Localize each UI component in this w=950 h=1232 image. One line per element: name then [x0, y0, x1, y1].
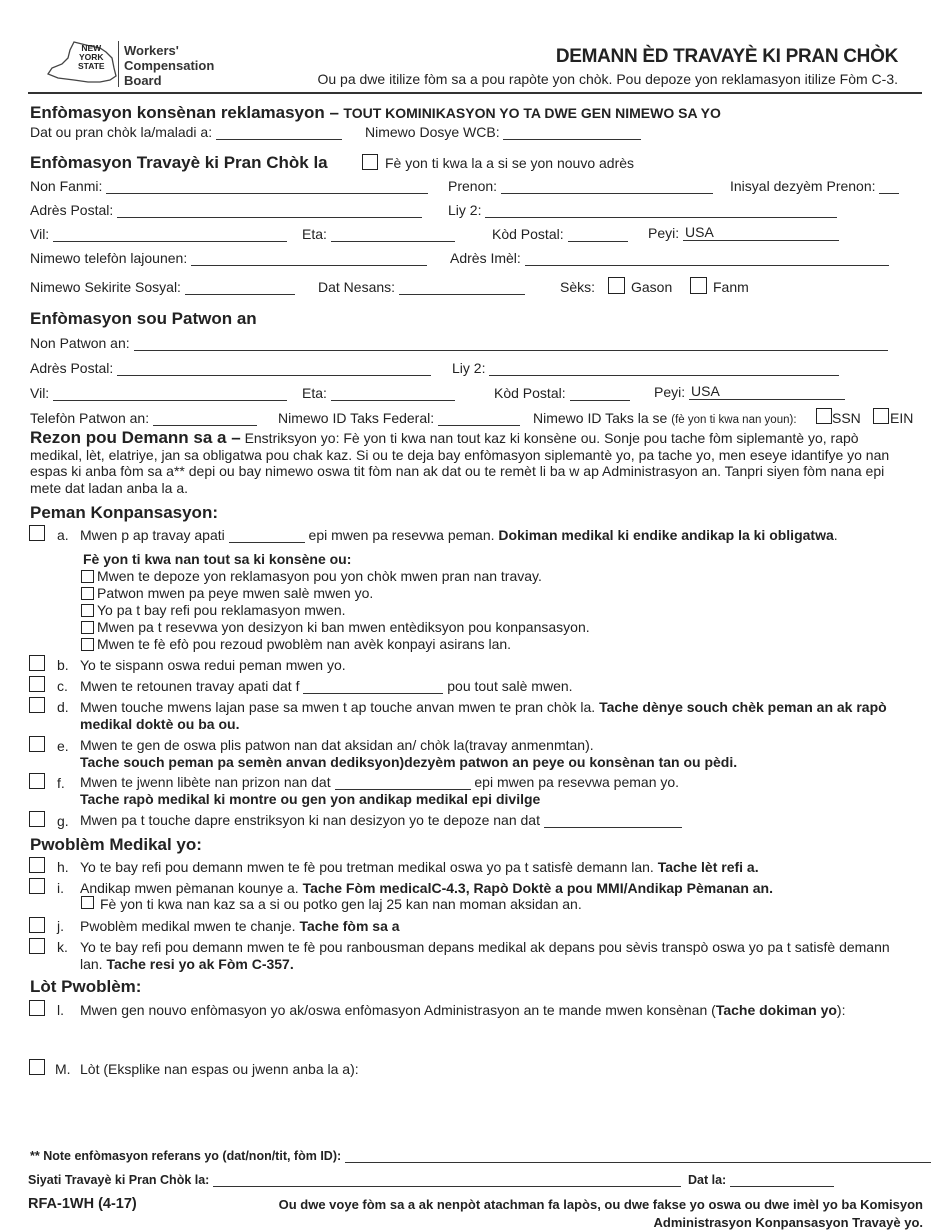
employer-tax-type-row: [533, 410, 797, 426]
sub-item-5: Mwen te fè efò pou rezoud pwoblèm nan avèk konpayi asirans lan.: [97, 636, 512, 652]
agency-line-3: Board: [124, 73, 162, 88]
worker-country-row: [648, 224, 839, 241]
state-word-1: NEW: [81, 43, 102, 53]
worker-dob-field[interactable]: [399, 279, 525, 295]
middle-initial-label: Inisyal dezyèm Prenon:: [730, 178, 876, 194]
item-e-bold: Tache souch peman pa semèn anvan dediksyon)dezyèm patwon an peye ou konsènan tan ou pèdi.: [80, 754, 738, 770]
employer-country-field[interactable]: [689, 383, 845, 400]
sex-male-label: Gason: [631, 279, 673, 295]
employer-phone-label: Telefòn Patwon an:: [30, 410, 150, 426]
payment-heading: Peman Konpansasyon:: [30, 503, 218, 522]
item-e-letter: e.: [57, 738, 69, 754]
employer-name-label: Non Patwon an:: [30, 335, 130, 351]
sign-date-field[interactable]: [730, 1171, 834, 1187]
tax-type-note: (fè yon ti kwa nan youn):: [671, 414, 797, 426]
worker-address-row: [30, 202, 422, 218]
item-h-text1: Yo te bay refi pou demann mwen te fè pou tretman medikal oswa yo pa t satisfè demann lan.: [80, 859, 654, 875]
worker-email-field[interactable]: [525, 250, 889, 266]
item-d-bold1: Tache dènye souch chèk peman an ak rapò: [599, 699, 887, 715]
employer-fein-row: [278, 410, 520, 426]
item-f-text: [80, 774, 679, 790]
reason-block: [30, 430, 914, 496]
agency-line-1: Workers': [124, 43, 179, 58]
employer-city-label: Vil:: [30, 385, 50, 401]
worker-zip-label: Kòd Postal:: [492, 226, 564, 242]
employer-zip-label: Kòd Postal:: [494, 385, 566, 401]
worker-country-field[interactable]: [683, 224, 839, 241]
item-i-age-checkbox[interactable]: [81, 896, 94, 909]
item-g-letter: g.: [57, 813, 69, 829]
sub-item-1-checkbox[interactable]: [81, 570, 94, 583]
item-c-letter: c.: [57, 678, 68, 694]
item-k-checkbox[interactable]: [29, 938, 45, 954]
tax-ssn-checkbox[interactable]: [816, 408, 832, 424]
item-c-checkbox[interactable]: [29, 676, 45, 692]
reason-instructions: Enstriksyon yo: Fè yon ti kwa nan tout kaz ki konsène ou. Sonje pou tache fòm siplemantè yo, rapò medikal, lèt, elatriye, jan sa obligatwa pou chak kaz. Si ou te deja bay enfòmasyon siplemantè yo, pa tache yo, men eseye idantifye yo nan espas ki anba fòm sa a** depi ou bay nimewo oswa tit fòm nan ak dat ou te remèt li ba w ap Administrasyon an. Tanpri siyen fòm nana epi mete dat ladan anba la a.: [30, 430, 890, 496]
sub-item-2: Patwon mwen pa peye mwen salè mwen yo.: [97, 585, 374, 601]
worker-first-name-row: [448, 178, 713, 194]
item-a-end: .: [833, 527, 838, 543]
item-i-bold: Tache Fòm medicalC-4.3, Rapò Doktè a pou MMI/Andikap Pèmanan an.: [302, 880, 773, 896]
sub-item-4-checkbox[interactable]: [81, 621, 94, 634]
item-a-bold: Dokiman medikal ki endike andikap la ki obligatwa: [498, 527, 834, 543]
item-j-text: [80, 918, 400, 934]
item-e-text: Mwen te gen de oswa plis patwon nan dat aksidan an/ chòk la(travay anmenmtan).: [80, 737, 594, 753]
sex-female-checkbox[interactable]: [690, 277, 707, 294]
employer-fein-label: Nimewo ID Taks Federal:: [278, 410, 435, 426]
item-f-checkbox[interactable]: [29, 773, 45, 789]
reference-note-label: ** Note enfòmasyon referans yo (dat/non/tit, fòm ID):: [30, 1149, 342, 1163]
worker-city-row: [30, 226, 287, 242]
employer-state-row: [302, 385, 455, 401]
item-k-letter: k.: [57, 939, 68, 955]
send-line-2: Administrasyon Konpansasyon Travayè yo.: [653, 1215, 923, 1230]
state-word-2: YORK: [79, 52, 104, 62]
sub-item-5-checkbox[interactable]: [81, 638, 94, 651]
worker-ssn-label: Nimewo Sekirite Sosyal:: [30, 279, 181, 295]
worker-sex-label: Sèks:: [560, 279, 596, 295]
item-c-text1: Mwen te retounen travay apati dat f: [80, 678, 300, 694]
item-g-text1: Mwen pa t touche dapre enstriksyon ki nan desizyon yo te depoze nan dat: [80, 812, 540, 828]
worker-email-label: Adrès Imèl:: [450, 250, 521, 266]
item-f-letter: f.: [57, 775, 65, 791]
item-b-text: Yo te sispann oswa redui peman mwen yo.: [80, 657, 346, 673]
worker-line2-label: Liy 2:: [448, 202, 482, 218]
employer-line2-label: Liy 2:: [452, 360, 486, 376]
item-a-text1: Mwen p ap travay apati: [80, 527, 225, 543]
tax-ein-checkbox[interactable]: [873, 408, 889, 424]
logo-divider: [118, 41, 119, 87]
sub-item-2-checkbox[interactable]: [81, 587, 94, 600]
employer-address-row: [30, 360, 431, 376]
item-c-text2: pou tout salè mwen.: [447, 678, 573, 694]
item-d-text1: Mwen touche mwens lajan pase sa mwen t ap touche anvan mwen te pran chòk la.: [80, 699, 596, 715]
item-l-text: [80, 1002, 845, 1018]
worker-ssn-field[interactable]: [185, 279, 295, 295]
new-address-label: Fè yon ti kwa la a si se yon nouvo adrès: [385, 155, 635, 171]
claim-heading-text: Enfòmasyon konsènan reklamasyon –: [30, 103, 339, 122]
item-l-checkbox[interactable]: [29, 1000, 45, 1016]
item-i-checkbox[interactable]: [29, 878, 45, 894]
item-k-text1: Yo te bay refi pou demann mwen te fè pou ranbousman depans medikal ak depans pou sèvis transpò oswa yo pa t satisfè demann: [80, 939, 890, 955]
worker-phone-row: [30, 250, 427, 266]
item-c-text: [80, 678, 573, 694]
medical-heading: Pwoblèm Medikal yo:: [30, 835, 202, 854]
signature-label: Siyati Travayè ki Pran Chòk la:: [28, 1173, 210, 1187]
item-j-text1: Pwoblèm medikal mwen te chanje.: [80, 918, 296, 934]
worker-dob-row: [318, 279, 525, 295]
employer-address-label: Adrès Postal:: [30, 360, 114, 376]
employer-name-row: [30, 335, 888, 351]
item-d-bold2: medikal doktè ou ba ou.: [80, 716, 240, 732]
worker-email-row: [450, 250, 889, 266]
worker-phone-field[interactable]: [191, 250, 427, 266]
employer-line2-field[interactable]: [489, 360, 839, 376]
state-word-3: STATE: [78, 61, 105, 71]
employer-line2-row: [452, 360, 839, 376]
item-f-date-field[interactable]: [335, 774, 471, 790]
employer-city-row: [30, 385, 287, 401]
item-g-text: [80, 812, 682, 828]
worker-city-field[interactable]: [53, 226, 287, 242]
employer-country-label: Peyi:: [654, 384, 686, 400]
item-j-letter: j.: [57, 918, 64, 934]
wcb-case-field[interactable]: [503, 124, 641, 140]
employer-state-field[interactable]: [331, 385, 455, 401]
claim-heading-caps: TOUT KOMINIKASYON YO TA DWE GEN NIMEWO SA YO: [343, 105, 721, 121]
item-g-checkbox[interactable]: [29, 811, 45, 827]
worker-line2-field[interactable]: [485, 202, 837, 218]
employer-fein-field[interactable]: [438, 410, 520, 426]
worker-address-label: Adrès Postal:: [30, 202, 114, 218]
employer-country-value: USA: [691, 383, 720, 399]
item-l-text1: Mwen gen nouvo enfòmasyon yo ak/oswa enfòmasyon Administrasyon an te mande mwen konsènan (: [80, 1002, 716, 1018]
sub-item-3-checkbox[interactable]: [81, 604, 94, 617]
item-f-text1: Mwen te jwenn libète nan prizon nan dat: [80, 774, 331, 790]
worker-line2-row: [448, 202, 837, 218]
employer-city-field[interactable]: [53, 385, 287, 401]
item-j-checkbox[interactable]: [29, 917, 45, 933]
item-k-text2: lan.: [80, 956, 103, 972]
claim-date-row: [30, 124, 342, 140]
signature-field[interactable]: [213, 1171, 681, 1187]
middle-initial-field[interactable]: [879, 178, 899, 194]
other-heading: Lòt Pwoblèm:: [30, 977, 142, 996]
first-name-label: Prenon:: [448, 178, 498, 194]
item-a-date-field[interactable]: [229, 527, 305, 543]
item-i-sub: Fè yon ti kwa nan kaz sa a si ou potko gen laj 25 kan nan moman aksidan an.: [100, 896, 582, 912]
item-b-checkbox[interactable]: [29, 655, 45, 671]
worker-ssn-row: [30, 279, 295, 295]
worker-state-field[interactable]: [331, 226, 455, 242]
form-title: DEMANN ÈD TRAVAYÈ KI PRAN CHÒK: [555, 46, 898, 67]
agency-line-2: Compensation: [124, 58, 215, 73]
last-name-label: Non Fanmi:: [30, 178, 103, 194]
worker-zip-row: [492, 226, 628, 242]
employer-address-field[interactable]: [117, 360, 431, 376]
wcb-row: [365, 124, 641, 140]
item-f-text2: epi mwen pa resevwa peman yo.: [474, 774, 680, 790]
worker-phone-label: Nimewo telefòn lajounen:: [30, 250, 188, 266]
item-k-text2-row: [80, 956, 294, 972]
item-i-letter: i.: [57, 880, 64, 896]
item-m-checkbox[interactable]: [29, 1059, 45, 1075]
item-a-text: [80, 527, 838, 543]
new-address-checkbox[interactable]: [362, 154, 378, 170]
sub-item-1: Mwen te depoze yon reklamasyon pou yon chòk mwen pran nan travay.: [97, 568, 542, 584]
worker-last-name-row: [30, 178, 428, 194]
item-d-checkbox[interactable]: [29, 697, 45, 713]
employer-zip-row: [494, 385, 630, 401]
employer-heading: Enfòmasyon sou Patwon an: [30, 309, 257, 328]
item-l-bold: Tache dokiman yo: [715, 1002, 837, 1018]
sub-items-heading: Fè yon ti kwa nan tout sa ki konsène ou:: [83, 551, 352, 567]
item-h-checkbox[interactable]: [29, 857, 45, 873]
item-m-text: Lòt (Eksplike nan espas ou jwenn anba la a):: [80, 1061, 359, 1077]
injury-date-label: Dat ou pran chòk la/maladi a:: [30, 124, 213, 140]
form-subtitle: Ou pa dwe itilize fòm sa a pou rapòte yon chòk. Pou depoze yon reklamasyon itilize Fòm C-3.: [317, 71, 898, 87]
reason-heading: Rezon pou Demann sa a –: [30, 428, 241, 447]
item-k-bold: Tache resi yo ak Fòm C-357.: [106, 956, 294, 972]
worker-state-row: [302, 226, 455, 242]
signature-row: [28, 1171, 681, 1187]
item-h-letter: h.: [57, 859, 69, 875]
worker-state-label: Eta:: [302, 226, 327, 242]
item-e-checkbox[interactable]: [29, 736, 45, 752]
reference-note-row: [30, 1147, 931, 1163]
item-f-bold: Tache rapò medikal ki montre ou gen yon andikap medikal epi divilge: [80, 791, 541, 807]
tax-ein-label: EIN: [890, 410, 914, 426]
form-id: RFA-1WH (4-17): [28, 1196, 137, 1212]
worker-zip-field[interactable]: [568, 226, 628, 242]
sex-female-label: Fanm: [713, 279, 749, 295]
last-name-field[interactable]: [106, 178, 428, 194]
item-i-text1: Andikap mwen pèmanan kounye a.: [80, 880, 299, 896]
agency-name: [124, 43, 214, 88]
worker-city-label: Vil:: [30, 226, 50, 242]
item-j-bold: Tache fòm sa a: [299, 918, 400, 934]
worker-heading: Enfòmasyon Travayè ki Pran Chòk la: [30, 153, 328, 172]
claim-heading: [30, 103, 721, 123]
item-a-checkbox[interactable]: [29, 525, 45, 541]
item-m-letter: M.: [55, 1061, 71, 1077]
worker-country-label: Peyi:: [648, 225, 680, 241]
employer-phone-field[interactable]: [153, 410, 257, 426]
sub-item-3: Yo pa t bay refi pou reklamasyon mwen.: [97, 602, 346, 618]
item-a-letter: a.: [57, 527, 69, 543]
item-i-text: [80, 880, 773, 896]
first-name-field[interactable]: [501, 178, 713, 194]
item-a-text2: epi mwen pa resevwa peman.: [308, 527, 495, 543]
worker-address-field[interactable]: [117, 202, 422, 218]
sub-item-4: Mwen pa t resevwa yon desizyon ki ban mwen entèdiksyon pou konpansasyon.: [97, 619, 590, 635]
sign-date-row: [688, 1171, 834, 1187]
employer-phone-row: [30, 410, 257, 426]
employer-name-field[interactable]: [134, 335, 888, 351]
sex-male-checkbox[interactable]: [608, 277, 625, 294]
item-c-date-field[interactable]: [303, 678, 443, 694]
item-b-letter: b.: [57, 657, 69, 673]
state-wordmark: [78, 44, 105, 71]
injury-date-field[interactable]: [216, 124, 342, 140]
item-l-end: ):: [836, 1002, 846, 1018]
worker-dob-label: Dat Nesans:: [318, 279, 396, 295]
item-g-date-field[interactable]: [544, 812, 682, 828]
item-d-text: [80, 699, 887, 715]
submission-instructions: [279, 1196, 923, 1232]
middle-initial-row: [730, 178, 899, 194]
item-h-text: [80, 859, 759, 875]
item-d-letter: d.: [57, 699, 69, 715]
item-h-bold: Tache lèt refi a.: [657, 859, 759, 875]
tax-type-label: Nimewo ID Taks la se: [533, 410, 668, 426]
item-l-letter: l.: [57, 1002, 64, 1018]
worker-country-value: USA: [685, 224, 714, 240]
send-line-1: Ou dwe voye fòm sa a ak nenpòt atachman fa lapòs, ou dwe fakse yo oswa ou dwe imèl yo ba Komisyon: [278, 1197, 923, 1212]
employer-state-label: Eta:: [302, 385, 327, 401]
sign-date-label: Dat la:: [688, 1173, 727, 1187]
employer-zip-field[interactable]: [570, 385, 630, 401]
reference-note-field[interactable]: [345, 1147, 931, 1163]
header-rule: [28, 92, 922, 94]
tax-ssn-label: SSN: [832, 410, 861, 426]
wcb-case-label: Nimewo Dosye WCB:: [365, 124, 500, 140]
employer-country-row: [654, 383, 845, 400]
